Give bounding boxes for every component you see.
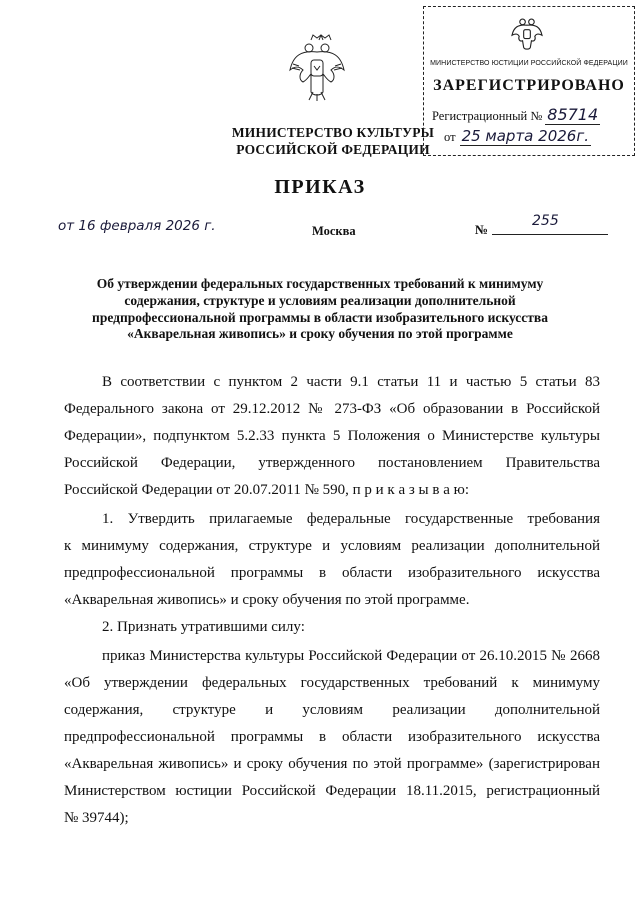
body-line: Министерством юстиции Российской Федерации 18.11.2015, регистрационный — [64, 783, 600, 799]
body-line: содержания, структуре и условиям реализации дополнительной — [64, 702, 600, 718]
body-line: предпрофессиональной программы в области изобразительного искусства — [64, 729, 600, 745]
document-title: ПРИКАЗ — [274, 176, 366, 198]
body-line: приказ Министерства культуры Российской Федерации от 26.10.2015 № 2668 — [102, 648, 600, 664]
stamp-registered: ЗАРЕГИСТРИРОВАНО — [433, 77, 625, 94]
stamp-emblem-icon — [510, 13, 544, 53]
ministry-line: МИНИСТЕРСТВО КУЛЬТУРЫ — [231, 125, 435, 140]
heading-line: «Акварельная живопись» и сроку обучения по этой программе — [127, 326, 513, 342]
order-date: от 16 февраля 2026 г. — [58, 218, 216, 234]
stamp-date-value: 25 марта 2026г. — [461, 127, 589, 145]
body-line: Федерации», подпунктом 5.2.33 пункта 5 Положения о Министерстве культуры — [64, 428, 600, 444]
body-line: «Акварельная живопись» и сроку обучения по этой программе. — [64, 592, 470, 608]
order-number-label: № — [475, 222, 489, 237]
order-heading — [40, 276, 600, 343]
order-number: 255 — [532, 213, 559, 229]
body-line: к минимуму содержания, структуре и условиям реализации дополнительной — [64, 538, 600, 554]
body-line: № 39744); — [64, 810, 129, 826]
regnum-value: 85714 — [547, 105, 599, 124]
order-body — [64, 369, 600, 832]
body-line: Российской Федерации, утвержденного постановлением Правительства — [64, 455, 600, 471]
body-line: В соответствии с пунктом 2 части 9.1 статьи 11 и частью 5 статьи 83 — [102, 374, 600, 390]
body-line: Российской Федерации от 20.07.2011 № 590, п р и к а з ы в а ю: — [64, 482, 469, 498]
stamp-date — [444, 127, 591, 145]
body-line: 1. Утвердить прилагаемые федеральные государственные требования — [102, 511, 600, 527]
body-line: «Акварельная живопись» и сроку обучения по этой программе» (зарегистрирован — [64, 756, 600, 772]
order-number-line — [492, 234, 608, 235]
heading-line: Об утверждении федеральных государственных требований к минимуму — [96, 276, 544, 291]
ministry-name — [225, 124, 441, 158]
order-city: Москва — [312, 224, 356, 238]
body-line: «Об утверждении федеральных государственных требований к минимуму — [64, 675, 600, 691]
registration-stamp — [423, 6, 635, 156]
body-line: Федерального закона от 29.12.2012 № 273-ФЗ «Об образовании в Российской — [64, 401, 600, 417]
heading-line: предпрофессиональной программы в области изобразительного искусства — [92, 309, 548, 325]
russian-emblem-icon — [287, 30, 347, 102]
body-line: 2. Признать утратившими силу: — [102, 619, 305, 635]
stamp-date-label: от — [444, 130, 456, 144]
regnum-label: Регистрационный № — [432, 109, 543, 123]
body-line: предпрофессиональной программы в области изобразительного искусства — [64, 565, 600, 581]
stamp-registration-number — [432, 105, 600, 124]
ministry-line: РОССИЙСКОЙ ФЕДЕРАЦИИ — [236, 142, 430, 157]
stamp-ministry: МИНИСТЕРСТВО ЮСТИЦИИ РОССИЙСКОЙ ФЕДЕРАЦИИ — [430, 60, 628, 67]
heading-line: содержания, структуре и условиям реализации дополнительной — [124, 292, 516, 308]
